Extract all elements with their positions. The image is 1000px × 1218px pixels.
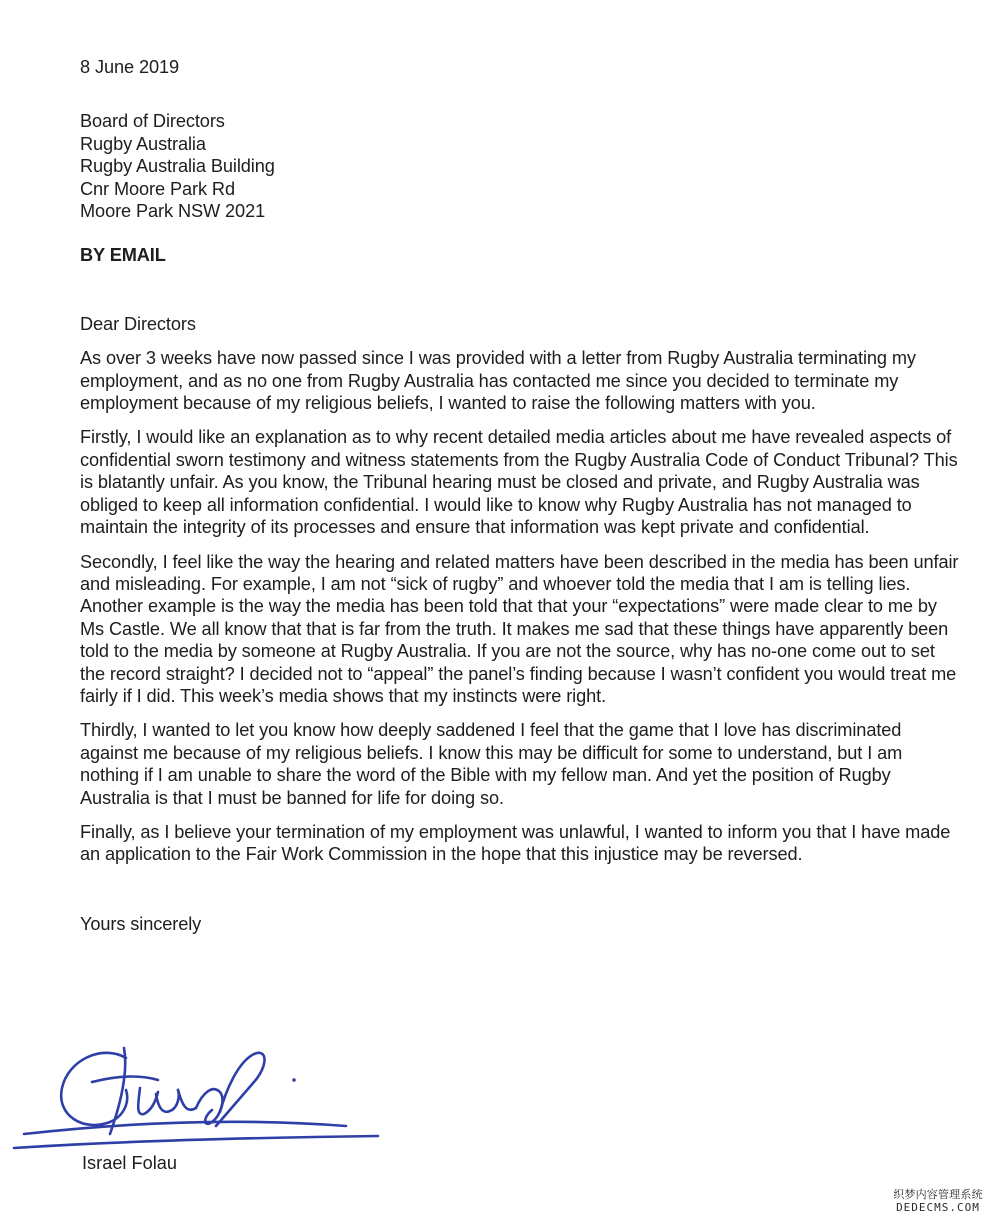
address-line: Moore Park NSW 2021: [80, 201, 266, 222]
signer-name: Israel Folau: [82, 1153, 178, 1173]
paragraph-thirdly: Thirdly, I wanted to let you know how deeply saddened I feel that the game that I love has discriminated against me because of my religious beliefs. I know this may be difficult for some to understand, but I am nothing if I am unable to share the word of the Bible with my fellow man. And yet the position of Rugby Australia is that I must be banned for life for doing so.: [80, 720, 903, 808]
paragraph-intro: As over 3 weeks have now passed since I was provided with a letter from Rugby Australia terminating my employment, and as no one from Rugby Australia has contacted me since you decided to terminate my employment because of my religious beliefs, I wanted to raise the following matters with you.: [80, 348, 916, 414]
address-line: Rugby Australia Building: [80, 156, 275, 177]
address-line: Cnr Moore Park Rd: [80, 178, 235, 199]
address-line: Board of Directors: [80, 111, 225, 132]
salutation: Dear Directors: [80, 313, 196, 334]
paragraph-secondly: Secondly, I feel like the way the hearing and related matters have been described in the media has been unfair and misleading. For example, I am not “sick of rugby” and whoever told the media that I am is telling lies. Another example is the way the media has been told that that your “expectations” were made clear to me by Ms Castle. We all know that that is far from the truth. It makes me sad that these things have apparently been told to the media by someone at Rugby Australia. If you are not the source, why has no-one come out to set the record straight? I decided not to “appeal” the panel’s finding because I wasn’t confident you would treat me fairly if I did. This week’s media shows that my instincts were right.: [80, 551, 959, 706]
handwritten-signature: [6, 1030, 386, 1160]
paragraph-finally: Finally, as I believe your termination of my employment was unlawful, I wanted to inform you that I have made an application to the Fair Work Commission in the hope that this injustice may be reversed.: [80, 821, 951, 865]
closing: Yours sincerely: [80, 913, 202, 934]
address-line: Rugby Australia: [80, 133, 206, 154]
site-watermark: [882, 1188, 994, 1214]
delivery-method: BY EMAIL: [80, 245, 166, 266]
watermark-line-2: DEDECMS.COM: [896, 1201, 980, 1214]
letter-date: 8 June 2019: [80, 57, 180, 77]
paragraph-firstly: Firstly, I would like an explanation as to why recent detailed media articles about me have revealed aspects of confidential sworn testimony and witness statements from the Rugby Australia Code of Conduct Tribunal? This is blatantly unfair. As you know, the Tribunal hearing must be closed and private, and Rugby Australia was obliged to keep all information confidential. I would like to know why Rugby Australia has not managed to maintain the integrity of its processes and ensure that information was kept private and confidential.: [80, 427, 958, 538]
watermark-line-1: 织梦内容管理系统: [893, 1188, 983, 1201]
letter-body: [80, 56, 960, 935]
recipient-address: [80, 110, 960, 222]
